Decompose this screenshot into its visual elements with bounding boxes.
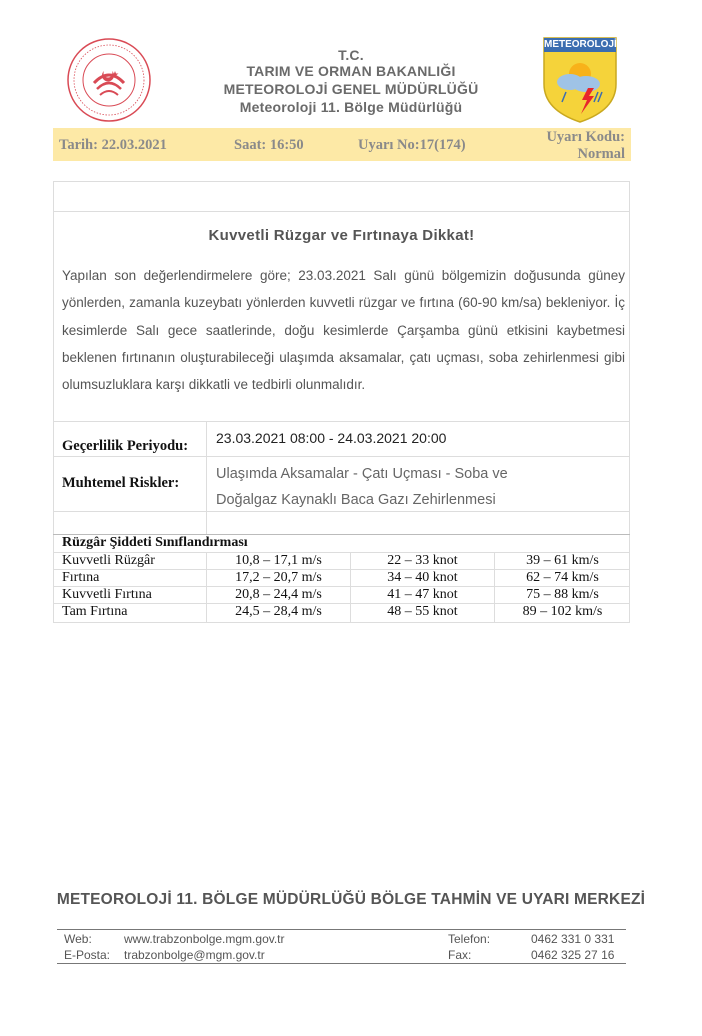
phone-value: 0462 331 0 331 bbox=[531, 932, 615, 946]
risks-line-2: Doğalgaz Kaynaklı Baca Gazı Zehirlenmesi bbox=[216, 492, 496, 508]
wind-row-kmh: 62 – 74 km/s bbox=[526, 570, 599, 585]
wind-table-title: Rüzgâr Şiddeti Sınıflandırması bbox=[62, 535, 248, 550]
wind-row-kmh: 89 – 102 km/s bbox=[522, 604, 603, 619]
divider bbox=[206, 421, 207, 534]
fax-label: Fax: bbox=[448, 948, 472, 962]
wind-row-kmh: 39 – 61 km/s bbox=[526, 553, 599, 568]
wind-row-ms: 10,8 – 17,1 m/s bbox=[235, 553, 322, 568]
warning-code-label: Uyarı Kodu: bbox=[546, 129, 625, 145]
header-line-tc: T.C. bbox=[338, 47, 364, 63]
time-text: Saat: 16:50 bbox=[234, 137, 304, 153]
divider bbox=[53, 421, 630, 422]
header-line-region: Meteoroloji 11. Bölge Müdürlüğü bbox=[239, 99, 463, 115]
wind-row-name: Fırtına bbox=[62, 570, 100, 585]
divider bbox=[53, 211, 630, 212]
fax-value: 0462 325 27 16 bbox=[531, 948, 615, 962]
warning-code-value: Normal bbox=[577, 146, 625, 162]
risks-label: Muhtemel Riskler: bbox=[62, 475, 180, 491]
wind-row-ms: 17,2 – 20,7 m/s bbox=[235, 570, 322, 585]
validity-label: Geçerlilik Periyodu: bbox=[62, 438, 189, 454]
divider bbox=[57, 929, 626, 930]
wind-row-knot: 41 – 47 knot bbox=[387, 587, 458, 602]
header-line-directorate: METEOROLOJİ GENEL MÜDÜRLÜĞÜ bbox=[223, 81, 479, 97]
wind-row-ms: 24,5 – 28,4 m/s bbox=[235, 604, 322, 619]
wind-row-name: Tam Fırtına bbox=[62, 604, 128, 619]
warning-number: Uyarı No:17(174) bbox=[358, 137, 466, 153]
date-text: Tarih: 22.03.2021 bbox=[59, 137, 167, 153]
wind-row-ms: 20,8 – 24,4 m/s bbox=[235, 587, 322, 602]
wind-row-knot: 34 – 40 knot bbox=[387, 570, 458, 585]
email-link[interactable]: trabzonbolge@mgm.gov.tr bbox=[124, 948, 265, 962]
wind-row-kmh: 75 – 88 km/s bbox=[526, 587, 599, 602]
wind-row-knot: 48 – 55 knot bbox=[387, 604, 458, 619]
email-label: E-Posta: bbox=[64, 948, 111, 962]
wind-row-name: Kuvvetli Rüzgâr bbox=[62, 553, 155, 568]
divider bbox=[57, 963, 626, 964]
footer-title: METEOROLOJİ 11. BÖLGE MÜDÜRLÜĞÜ BÖLGE TAHMİN VE UYARI MERKEZİ bbox=[56, 891, 646, 908]
info-bar bbox=[53, 128, 631, 161]
risks-line-1: Ulaşımda Aksamalar - Çatı Uçması - Soba ve bbox=[216, 466, 508, 482]
wind-row-knot: 22 – 33 knot bbox=[387, 553, 458, 568]
phone-label: Telefon: bbox=[448, 932, 491, 946]
wind-row-name: Kuvvetli Fırtına bbox=[62, 587, 152, 602]
warning-body: Yapılan son değerlendirmelere göre; 23.03.2021 Salı günü bölgemizin doğusunda güney yönlerden, zamanla kuzeybatı yönlerden kuvvetli rüzgar ve fırtına (60-90 km/sa) bekleniyor. İç kesimlerde Salı gece saatlerinde, doğu kesimlerde Çarşamba günü etkisini kaybetmesi beklenen fırtınanın oluşturabileceği ulaşımda aksamalar, çatı uçması, soba zehirlenmesi gibi olumsuzluklara karşı dikkatli ve tedbirli olunmalıdır. bbox=[62, 268, 625, 393]
warning-title: Kuvvetli Rüzgar ve Fırtınaya Dikkat! bbox=[208, 227, 475, 244]
header-line-ministry: TARIM VE ORMAN BAKANLIĞI bbox=[246, 63, 456, 79]
web-label: Web: bbox=[64, 932, 92, 946]
web-link[interactable]: www.trabzonbolge.mgm.gov.tr bbox=[124, 932, 285, 946]
divider bbox=[53, 456, 630, 457]
validity-value: 23.03.2021 08:00 - 24.03.2021 20:00 bbox=[216, 430, 447, 446]
logo-text: METEOROLOJİ bbox=[544, 39, 617, 50]
